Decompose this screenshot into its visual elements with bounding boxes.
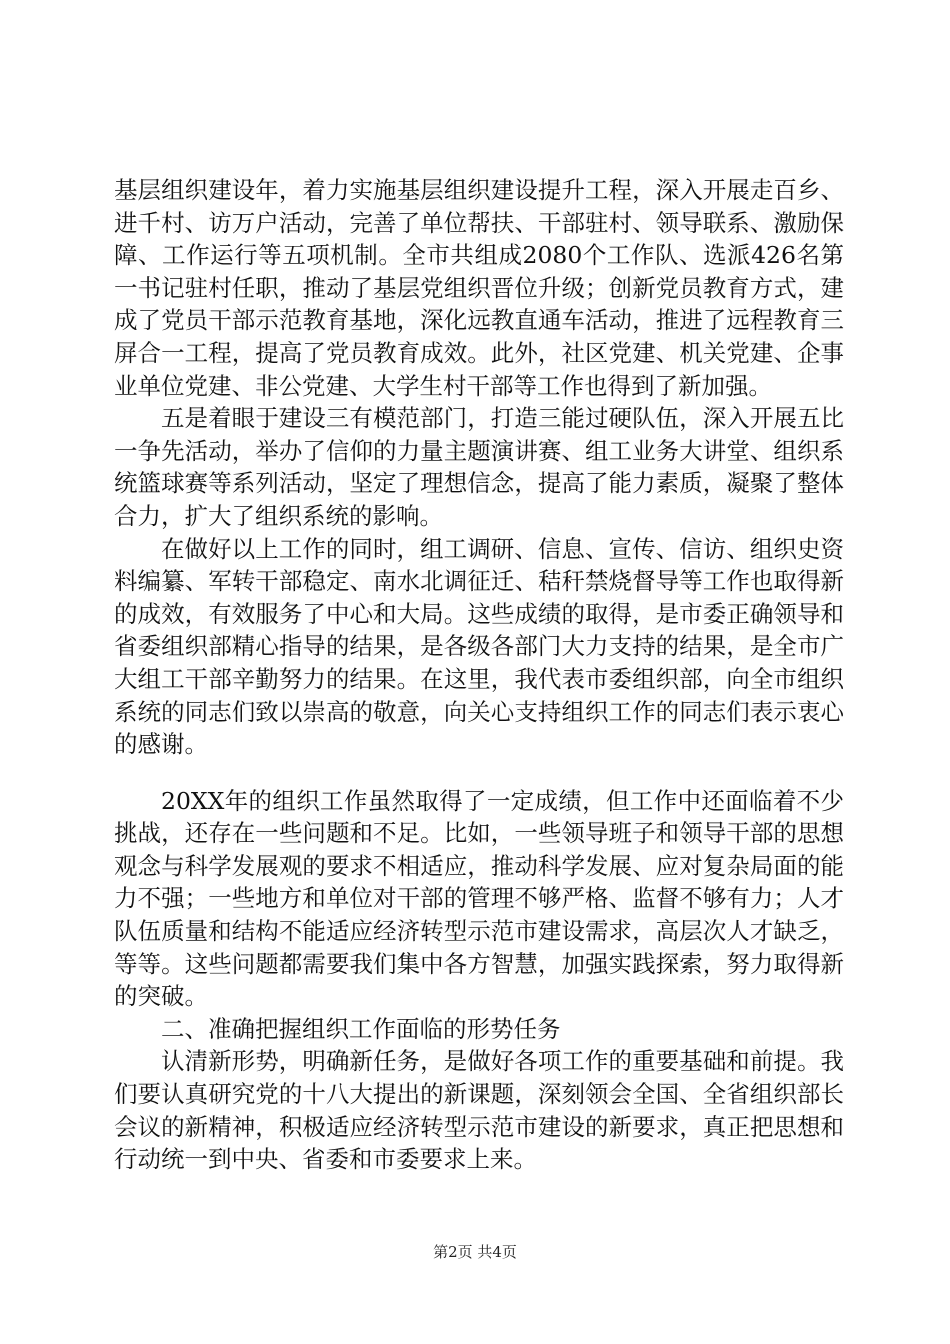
paragraph-new-situation: 认清新形势，明确新任务，是做好各项工作的重要基础和前提。我们要认真研究党的十八大提出的新课题，深刻领会全国、全省组织部长会议的新精神，积极适应经济转型示范市建设的新要求，真正把思想和行动统一到中央、省委和市委要求上来。 [114,1047,844,1174]
document-body [114,174,844,1176]
paragraph-model-department: 五是着眼于建设三有模范部门，打造三能过硬队伍，深入开展五比一争先活动，举办了信仰的力量主题演讲赛、组工业务大讲堂、组织系统篮球赛等系列活动，坚定了理想信念，提高了能力素质，凝聚了整体合力，扩大了组织系统的影响。 [114,404,844,530]
paragraph-problems: 20XX年的组织工作虽然取得了一定成绩，但工作中还面临着不少挑战，还存在一些问题和不足。比如，一些领导班子和领导干部的思想观念与科学发展观的要求不相适应，推动科学发展、应对复杂局面的能力不强；一些地方和单位对干部的管理不够严格、监督不够有力；人才队伍质量和结构不能适应经济转型示范市建设需求，高层次人才缺乏，等等。这些问题都需要我们集中各方智慧，加强实践探索，努力取得新的突破。 [114,786,844,1011]
paragraph-spacer [114,761,844,785]
paragraph-grassroots-construction: 基层组织建设年，着力实施基层组织建设提升工程，深入开展走百乡、进千村、访万户活动，完善了单位帮扶、干部驻村、领导联系、激励保障、工作运行等五项机制。全市共组成2080个工作队、选派426名第一书记驻村任职，推动了基层党组织晋位升级；创新党员教育方式，建成了党员干部示范教育基地，深化远教直通车活动，推进了远程教育三屏合一工程，提高了党员教育成效。此外，社区党建、机关党建、企事业单位党建、非公党建、大学生村干部等工作也得到了新加强。 [114,176,844,400]
page-number-footer: 第2页 共4页 [433,1243,517,1261]
section-heading: 二、准确把握组织工作面临的形势任务 [161,1014,561,1043]
paragraph-other-achievements: 在做好以上工作的同时，组工调研、信息、宣传、信访、组织史资料编纂、军转干部稳定、南水北调征迁、秸秆禁烧督导等工作也取得新的成效，有效服务了中心和大局。这些成绩的取得，是市委正确领导和省委组织部精心指导的结果，是各级各部门大力支持的结果，是全市广大组工干部辛勤努力的结果。在这里，我代表市委组织部，向全市组织系统的同志们致以崇高的敬意，向关心支持组织工作的同志们表示衷心的感谢。 [114,534,844,759]
